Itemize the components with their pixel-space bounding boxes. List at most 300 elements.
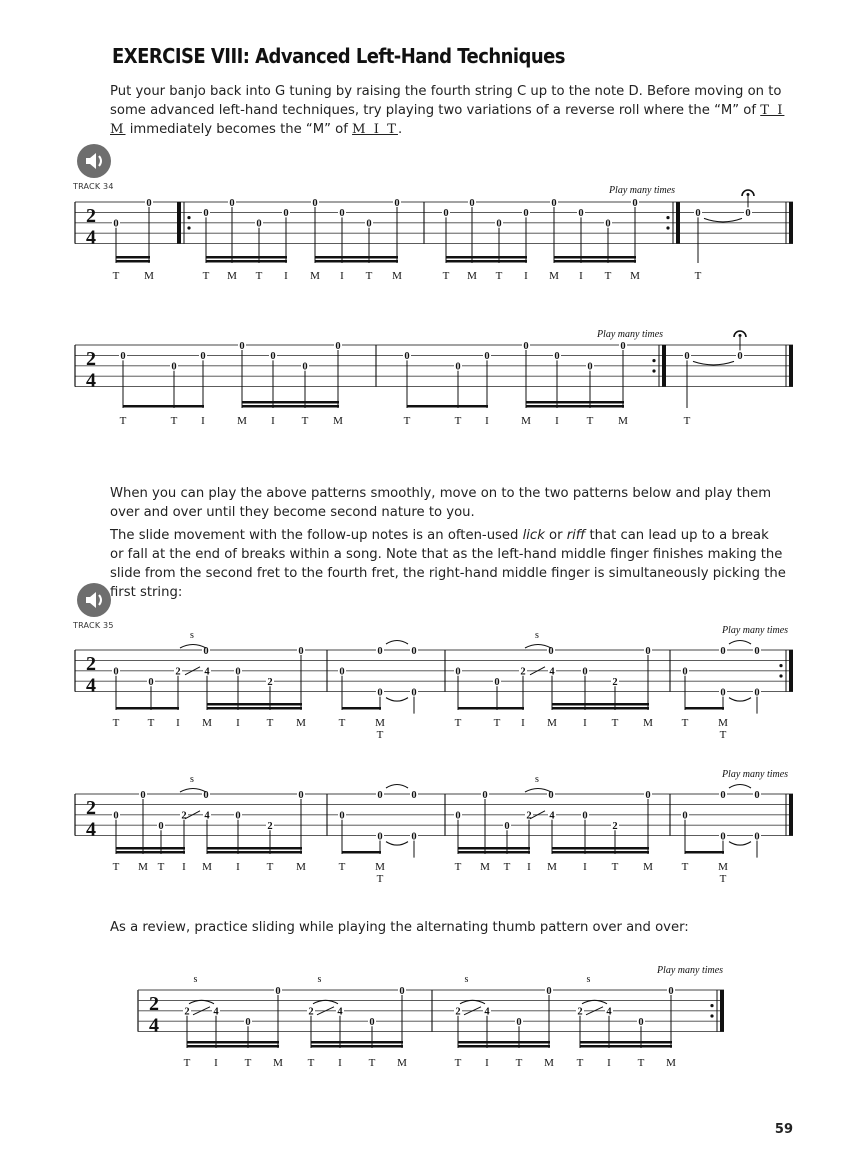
beam — [315, 256, 398, 259]
beam — [554, 260, 636, 263]
finger-label: T — [183, 1057, 191, 1069]
finger-label: T — [338, 717, 346, 729]
tab-note: 0 — [411, 645, 417, 657]
beam — [116, 707, 179, 710]
lick-term: lick — [522, 528, 545, 543]
tab-note: 0 — [632, 197, 638, 209]
beam — [685, 707, 724, 710]
finger-label: T — [454, 861, 462, 873]
tab-note: 2 — [267, 677, 273, 688]
tab-note: 0 — [203, 789, 209, 801]
finger-label: T — [495, 270, 503, 282]
tab-note: 0 — [455, 810, 461, 822]
finger-label: T — [611, 861, 619, 873]
finger-label: T — [586, 415, 594, 427]
beam — [207, 703, 302, 706]
finger-label: M — [397, 1057, 407, 1069]
intro-text-2: immediately becomes the “M” of — [125, 122, 353, 137]
tab-note: 0 — [245, 1017, 251, 1028]
finger-label: I — [524, 270, 528, 282]
repeat-dot — [666, 226, 669, 229]
tab-note: 0 — [377, 831, 383, 843]
finger-label: T — [266, 717, 274, 729]
tab-note: 0 — [684, 351, 690, 363]
beam — [552, 851, 649, 854]
beam — [580, 1041, 672, 1044]
tab-note: 0 — [754, 645, 760, 657]
beam — [342, 851, 381, 854]
finger-label: T — [454, 415, 462, 427]
tab-note: 4 — [204, 666, 210, 678]
tab-note: 0 — [720, 645, 726, 657]
beam — [526, 401, 624, 404]
finger-label: I — [271, 415, 275, 427]
tab-note: 0 — [754, 789, 760, 801]
tab-note: 0 — [484, 351, 490, 363]
beam — [526, 405, 624, 408]
finger-label: I — [485, 1057, 489, 1069]
repeat-dot — [652, 359, 655, 362]
finger-label: T — [576, 1057, 584, 1069]
beam — [315, 260, 398, 263]
tab-note: 0 — [200, 351, 206, 363]
beam — [242, 401, 339, 404]
beam — [242, 405, 339, 408]
tab-note: 0 — [668, 985, 674, 997]
finger-label: I — [555, 415, 559, 427]
beam — [554, 256, 636, 259]
finger-label: T — [119, 415, 127, 427]
finger-label: M — [643, 717, 653, 729]
tab-note: 0 — [582, 666, 588, 678]
tab-note: 0 — [720, 687, 726, 699]
tab-note: 0 — [256, 218, 262, 230]
tab-note: 2 — [175, 666, 181, 678]
tab-note: 0 — [411, 687, 417, 699]
finger-label: M — [718, 861, 728, 873]
time-signature-top: 2 — [149, 992, 159, 1015]
finger-label: M — [630, 270, 640, 282]
tab-note: 0 — [283, 208, 289, 220]
finger-label: T — [442, 270, 450, 282]
beam — [116, 847, 185, 850]
time-signature-top: 2 — [86, 204, 96, 227]
time-signature-bottom: 4 — [86, 818, 96, 841]
time-signature-bottom: 4 — [86, 369, 96, 392]
repeat-dot — [652, 369, 655, 372]
beam — [552, 847, 649, 850]
track-label: TRACK 35 — [73, 621, 114, 630]
finger-label: M — [202, 717, 212, 729]
tab-note: 0 — [737, 351, 743, 363]
slide-mark: s — [464, 974, 469, 985]
tab-note: 2 — [455, 1006, 461, 1018]
finger-label: T — [368, 1057, 376, 1069]
finger-label: T — [515, 1057, 523, 1069]
slide-mark: s — [190, 630, 194, 641]
finger-label: I — [485, 415, 489, 427]
mit-underlined: M I T — [352, 122, 398, 137]
tab-note: 4 — [549, 810, 555, 822]
time-signature-top: 2 — [86, 652, 96, 675]
tab-note: 0 — [554, 351, 560, 363]
finger-label: T — [403, 415, 411, 427]
tab-note: 0 — [645, 789, 651, 801]
beam — [552, 703, 649, 706]
tie — [729, 698, 751, 702]
tab-note: 2 — [520, 666, 526, 678]
tab-note: 0 — [523, 208, 529, 220]
beam — [187, 1041, 279, 1044]
finger-label: I — [176, 717, 180, 729]
tab-note: 0 — [113, 666, 119, 678]
finger-label: M — [618, 415, 628, 427]
slide-mark: s — [190, 774, 194, 785]
repeat-dot — [779, 674, 782, 677]
beam — [123, 405, 204, 408]
tab-note: 0 — [140, 789, 146, 801]
beam — [407, 405, 488, 408]
tab-note: 0 — [298, 789, 304, 801]
tab-note: 0 — [113, 810, 119, 822]
tab-note: 2 — [267, 821, 273, 832]
tab-note: 0 — [482, 789, 488, 801]
finger-label: T — [493, 717, 501, 729]
finger-label: T — [157, 861, 165, 873]
finger-label: T — [307, 1057, 315, 1069]
play-many-times-label: Play many times — [596, 329, 664, 340]
finger-label: T — [637, 1057, 645, 1069]
intro-text: Put your banjo back into G tuning by raising the fourth string C up to the note D. Before moving on to some advanced left-hand techniques, try playing two variations of a reverse roll where the “M” of — [110, 84, 782, 118]
tab-note: 0 — [399, 985, 405, 997]
beam — [311, 1045, 403, 1048]
finger-label: T — [454, 1057, 462, 1069]
tab-note: 2 — [184, 1006, 190, 1018]
time-signature-top: 2 — [86, 347, 96, 370]
beam — [342, 707, 381, 710]
repeat-thick-bar — [662, 345, 666, 387]
tab-note: 0 — [411, 831, 417, 843]
paragraph-4: As a review, practice sliding while playing the alternating thumb pattern over and over: — [110, 920, 689, 935]
tie — [386, 842, 408, 846]
tab-note: 0 — [546, 985, 552, 997]
tab-note: 2 — [308, 1006, 314, 1018]
finger-label: I — [527, 861, 531, 873]
finger-label: T — [112, 861, 120, 873]
finger-label: I — [338, 1057, 342, 1069]
tab-note: 0 — [504, 821, 510, 832]
beam — [446, 256, 527, 259]
repeat-dot — [779, 664, 782, 667]
tab-note: 0 — [695, 208, 701, 220]
finger-label: T — [683, 415, 691, 427]
tab-note: 0 — [548, 789, 554, 801]
tab-note: 0 — [275, 985, 281, 997]
finger-label: T — [170, 415, 178, 427]
finger-label: T — [454, 717, 462, 729]
tab-note: 0 — [720, 831, 726, 843]
final-thick-bar — [789, 794, 793, 836]
tab-note: 4 — [606, 1006, 612, 1018]
page-number: 59 — [774, 1122, 793, 1137]
finger-label: I — [236, 861, 240, 873]
finger-label: T — [611, 717, 619, 729]
finger-label: T — [694, 270, 702, 282]
finger-label: I — [214, 1057, 218, 1069]
repeat-thick-bar — [177, 202, 181, 244]
beam — [446, 260, 527, 263]
finger-label: M — [643, 861, 653, 873]
tab-note: 0 — [745, 208, 751, 220]
play-many-times-label: Play many times — [721, 625, 789, 636]
tie — [386, 698, 408, 702]
finger-label: M — [375, 861, 385, 873]
tab-note: 0 — [339, 666, 345, 678]
repeat-thick-bar — [676, 202, 680, 244]
slide-mark: s — [193, 974, 198, 985]
repeat-dot — [666, 216, 669, 219]
tab-note: 0 — [411, 789, 417, 801]
slide-mark: s — [586, 974, 591, 985]
finger-label: T — [681, 717, 689, 729]
tab-note: 0 — [377, 645, 383, 657]
finger-label: M — [202, 861, 212, 873]
time-signature-bottom: 4 — [86, 226, 96, 249]
tab-note: 0 — [605, 218, 611, 230]
beam — [458, 1041, 550, 1044]
tab-note: 0 — [455, 361, 461, 373]
finger-label: I — [340, 270, 344, 282]
tie — [704, 218, 742, 222]
tab-note: 0 — [523, 340, 529, 352]
play-many-times-label: Play many times — [656, 965, 724, 976]
track-label: TRACK 34 — [73, 182, 114, 191]
tab-note: 0 — [312, 197, 318, 209]
tab-note: 0 — [113, 218, 119, 230]
tab-note: 0 — [682, 810, 688, 822]
exercise-title: EXERCISE VIII: Advanced Left-Hand Techniques — [112, 44, 565, 68]
tab-note: 0 — [339, 208, 345, 220]
finger-label: M — [296, 717, 306, 729]
time-signature-top: 2 — [86, 796, 96, 819]
repeat-dot — [710, 1004, 713, 1007]
fermata-dot — [739, 334, 742, 337]
tab-note: 0 — [120, 351, 126, 363]
finger-label: T — [376, 873, 384, 885]
tab-note: 0 — [203, 208, 209, 220]
riff-term: riff — [566, 528, 586, 543]
final-thick-bar — [789, 202, 793, 244]
intro-period: . — [397, 122, 403, 137]
finger-label: T — [255, 270, 263, 282]
tie — [729, 785, 751, 789]
finger-label: T — [202, 270, 210, 282]
slide-mark: s — [535, 774, 539, 785]
tab-note: 4 — [204, 810, 210, 822]
tab-note: 0 — [754, 687, 760, 699]
finger-label: T — [503, 861, 511, 873]
finger-label: I — [583, 861, 587, 873]
beam — [580, 1045, 672, 1048]
finger-label: M — [547, 717, 557, 729]
tab-note: 0 — [578, 208, 584, 220]
final-thick-bar — [789, 345, 793, 387]
finger-label: M — [333, 415, 343, 427]
beam — [458, 847, 530, 850]
tab-note: 0 — [203, 645, 209, 657]
play-many-times-label: Play many times — [608, 185, 676, 196]
beam — [206, 256, 287, 259]
tab-note: 0 — [516, 1017, 522, 1028]
tab-note: 0 — [548, 645, 554, 657]
finger-label: M — [467, 270, 477, 282]
finger-label: T — [266, 861, 274, 873]
beam — [116, 256, 150, 259]
beam — [187, 1045, 279, 1048]
finger-label: M — [310, 270, 320, 282]
finger-label: M — [392, 270, 402, 282]
tab-note: 0 — [469, 197, 475, 209]
slide-mark: s — [317, 974, 322, 985]
repeat-dot — [710, 1014, 713, 1017]
tab-note: 0 — [404, 351, 410, 363]
tab-note: 0 — [235, 666, 241, 678]
finger-label: M — [296, 861, 306, 873]
beam — [552, 707, 649, 710]
tab-note: 0 — [645, 645, 651, 657]
finger-label: T — [719, 729, 727, 741]
tab-note: 0 — [443, 208, 449, 220]
repeat-thick-bar — [720, 990, 724, 1032]
finger-label: M — [480, 861, 490, 873]
beam — [206, 260, 287, 263]
finger-label: I — [201, 415, 205, 427]
time-signature-bottom: 4 — [149, 1014, 159, 1037]
beam — [458, 707, 524, 710]
tab-note: 0 — [551, 197, 557, 209]
tab-note: 0 — [754, 831, 760, 843]
finger-label: T — [719, 873, 727, 885]
tab-note: 0 — [638, 1017, 644, 1028]
finger-label: I — [182, 861, 186, 873]
finger-label: M — [138, 861, 148, 873]
tab-note: 4 — [549, 666, 555, 678]
paragraph-2: When you can play the above patterns smoothly, move on to the two patterns below and play them over and over until they become second nature to you. — [110, 486, 772, 520]
finger-label: T — [301, 415, 309, 427]
tab-note: 0 — [335, 340, 341, 352]
tab-note: 4 — [484, 1006, 490, 1018]
finger-label: T — [112, 717, 120, 729]
tab-note: 2 — [612, 821, 618, 832]
finger-label: T — [376, 729, 384, 741]
para3-text-2: that can lead up to a break or fall at the end of breaks within a song. Note that as the left-hand middle finger finishes making the slide from the second fret to the fourth fret, the right-hand middle finger is simultaneously picking the first string: — [110, 528, 786, 600]
tab-note: 2 — [181, 810, 187, 822]
beam — [458, 851, 530, 854]
finger-label: M — [273, 1057, 283, 1069]
tab-note: 2 — [612, 677, 618, 688]
tab-note: 0 — [496, 218, 502, 230]
finger-label: M — [718, 717, 728, 729]
tab-note: 0 — [148, 677, 154, 688]
tab-note: 0 — [158, 821, 164, 832]
tie — [729, 842, 751, 846]
play-many-times-label: Play many times — [721, 769, 789, 780]
beam — [116, 851, 185, 854]
para3-text: The slide movement with the follow-up notes is an often-used — [110, 528, 523, 543]
tab-note: 0 — [146, 197, 152, 209]
tab-note: 0 — [587, 361, 593, 373]
tab-note: 0 — [298, 645, 304, 657]
finger-label: I — [579, 270, 583, 282]
finger-label: M — [549, 270, 559, 282]
tab-note: 0 — [369, 1017, 375, 1028]
tab-note: 0 — [682, 666, 688, 678]
finger-label: M — [666, 1057, 676, 1069]
finger-label: I — [583, 717, 587, 729]
finger-label: T — [604, 270, 612, 282]
tab-note: 0 — [377, 687, 383, 699]
finger-label: T — [338, 861, 346, 873]
tab-note: 0 — [394, 197, 400, 209]
tab-note: 0 — [302, 361, 308, 373]
time-signature-bottom: 4 — [86, 674, 96, 697]
beam — [311, 1041, 403, 1044]
finger-label: M — [227, 270, 237, 282]
tie — [386, 641, 408, 645]
finger-label: M — [237, 415, 247, 427]
tab-note: 0 — [620, 340, 626, 352]
beam — [207, 707, 302, 710]
tie — [729, 641, 751, 645]
tab-note: 0 — [366, 218, 372, 230]
finger-label: I — [284, 270, 288, 282]
tab-note: 0 — [377, 789, 383, 801]
tab-note: 0 — [229, 197, 235, 209]
repeat-thick-bar — [789, 650, 793, 692]
para3-or: or — [544, 528, 567, 543]
finger-label: T — [681, 861, 689, 873]
tab-note: 4 — [337, 1006, 343, 1018]
tab-note: 2 — [526, 810, 532, 822]
finger-label: I — [607, 1057, 611, 1069]
tab-note: 4 — [213, 1006, 219, 1018]
tab-note: 0 — [239, 340, 245, 352]
beam — [207, 851, 302, 854]
beam — [458, 1045, 550, 1048]
tab-note: 0 — [339, 810, 345, 822]
tie — [693, 361, 734, 365]
repeat-dot — [187, 226, 190, 229]
finger-label: M — [521, 415, 531, 427]
finger-label: T — [112, 270, 120, 282]
beam — [207, 847, 302, 850]
tab-note: 0 — [494, 677, 500, 688]
tab-note: 0 — [455, 666, 461, 678]
finger-label: M — [144, 270, 154, 282]
tab-note: 0 — [582, 810, 588, 822]
fermata-dot — [747, 193, 750, 196]
finger-label: T — [244, 1057, 252, 1069]
repeat-dot — [187, 216, 190, 219]
tab-note: 2 — [577, 1006, 583, 1018]
tim-underlined: T I M — [110, 103, 785, 137]
tab-note: 0 — [720, 789, 726, 801]
beam — [685, 851, 724, 854]
tab-note: 0 — [235, 810, 241, 822]
finger-label: M — [544, 1057, 554, 1069]
beam — [116, 260, 150, 263]
finger-label: I — [236, 717, 240, 729]
